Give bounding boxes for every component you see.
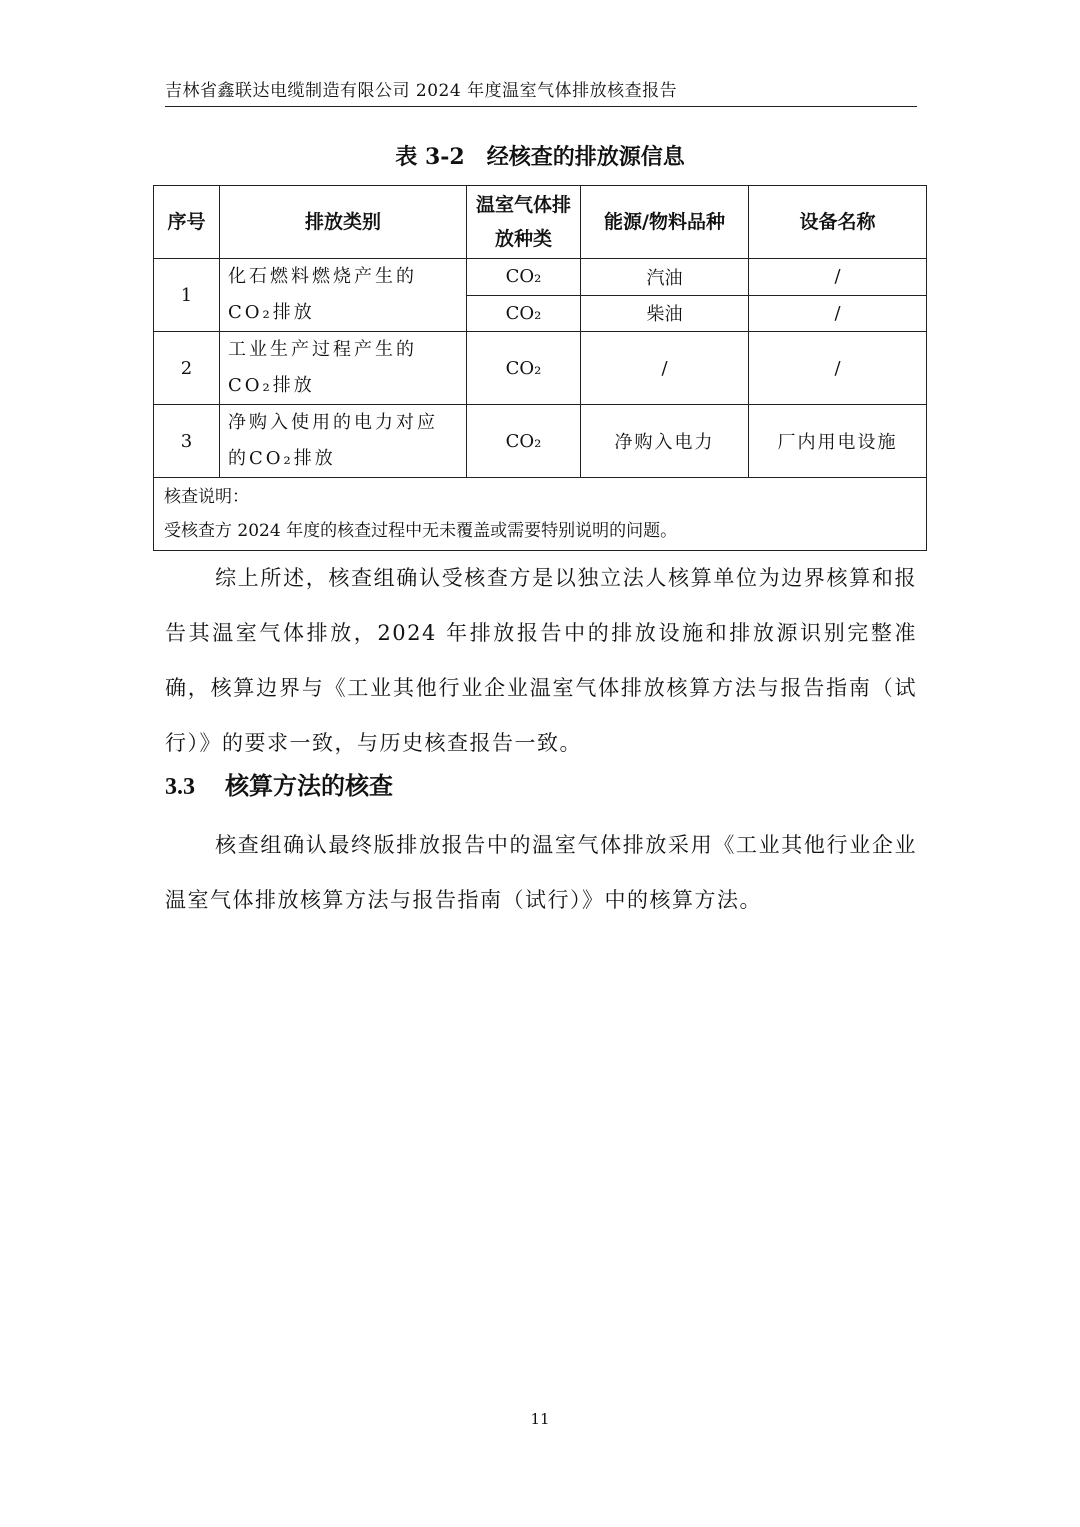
row-material: 柴油: [581, 295, 749, 332]
table-title: 表 3-2 经核查的排放源信息: [395, 144, 685, 170]
row-index: 2: [154, 332, 220, 405]
table-note-row: [154, 478, 927, 551]
section-heading: [165, 766, 393, 801]
row-material: 汽油: [581, 259, 749, 296]
conclusion-text: 综上所述，核查组确认受核查方是以独立法人核算单位为边界核算和报告其温室气体排放，2024 年排放报告中的排放设施和排放源识别完整准确，核算边界与《工业其他行业企业温室气体排放核算方法与报告指南（试行）》的要求一致，与历史核查报告一致。: [165, 566, 917, 755]
page-header: 吉林省鑫联达电缆制造有限公司 2024 年度温室气体排放核查报告: [165, 76, 917, 107]
table-header-row: [154, 186, 927, 259]
col-header-index: 序号: [154, 186, 220, 259]
col-header-category: 排放类别: [220, 186, 467, 259]
method-text: 核查组确认最终版排放报告中的温室气体排放采用《工业其他行业企业温室气体排放核算方法与报告指南（试行）》中的核算方法。: [165, 833, 917, 912]
table-row: [154, 332, 927, 405]
row-category: 化石燃料燃烧产生的CO₂排放: [220, 259, 467, 332]
emission-source-table: [153, 185, 927, 551]
conclusion-paragraph: [165, 551, 917, 771]
table-row: [154, 259, 927, 296]
row-equipment: /: [749, 259, 927, 296]
col-header-equipment: 设备名称: [749, 186, 927, 259]
section-title: 核算方法的核查: [225, 771, 393, 800]
row-gas: CO₂: [467, 332, 581, 405]
row-index: 3: [154, 405, 220, 478]
note-label: 核查说明：: [164, 487, 249, 507]
method-paragraph: [165, 818, 917, 928]
table-note: [154, 478, 927, 551]
row-equipment: /: [749, 295, 927, 332]
section-number: 3.3: [165, 774, 195, 800]
row-index: 1: [154, 259, 220, 332]
row-equipment: /: [749, 332, 927, 405]
col-header-gas: 温室气体排放种类: [467, 186, 581, 259]
row-material: 净购入电力: [581, 405, 749, 478]
page-number: 11: [530, 1410, 550, 1428]
note-text: 受核查方 2024 年度的核查过程中无未覆盖或需要特别说明的问题。: [164, 521, 678, 541]
col-header-material: 能源/物料品种: [581, 186, 749, 259]
row-equipment: 厂内用电设施: [749, 405, 927, 478]
row-material: /: [581, 332, 749, 405]
row-gas: CO₂: [467, 259, 581, 296]
row-category: 净购入使用的电力对应的CO₂排放: [220, 405, 467, 478]
row-gas: CO₂: [467, 405, 581, 478]
table-row: [154, 405, 927, 478]
row-category: 工业生产过程产生的CO₂排放: [220, 332, 467, 405]
row-gas: CO₂: [467, 295, 581, 332]
